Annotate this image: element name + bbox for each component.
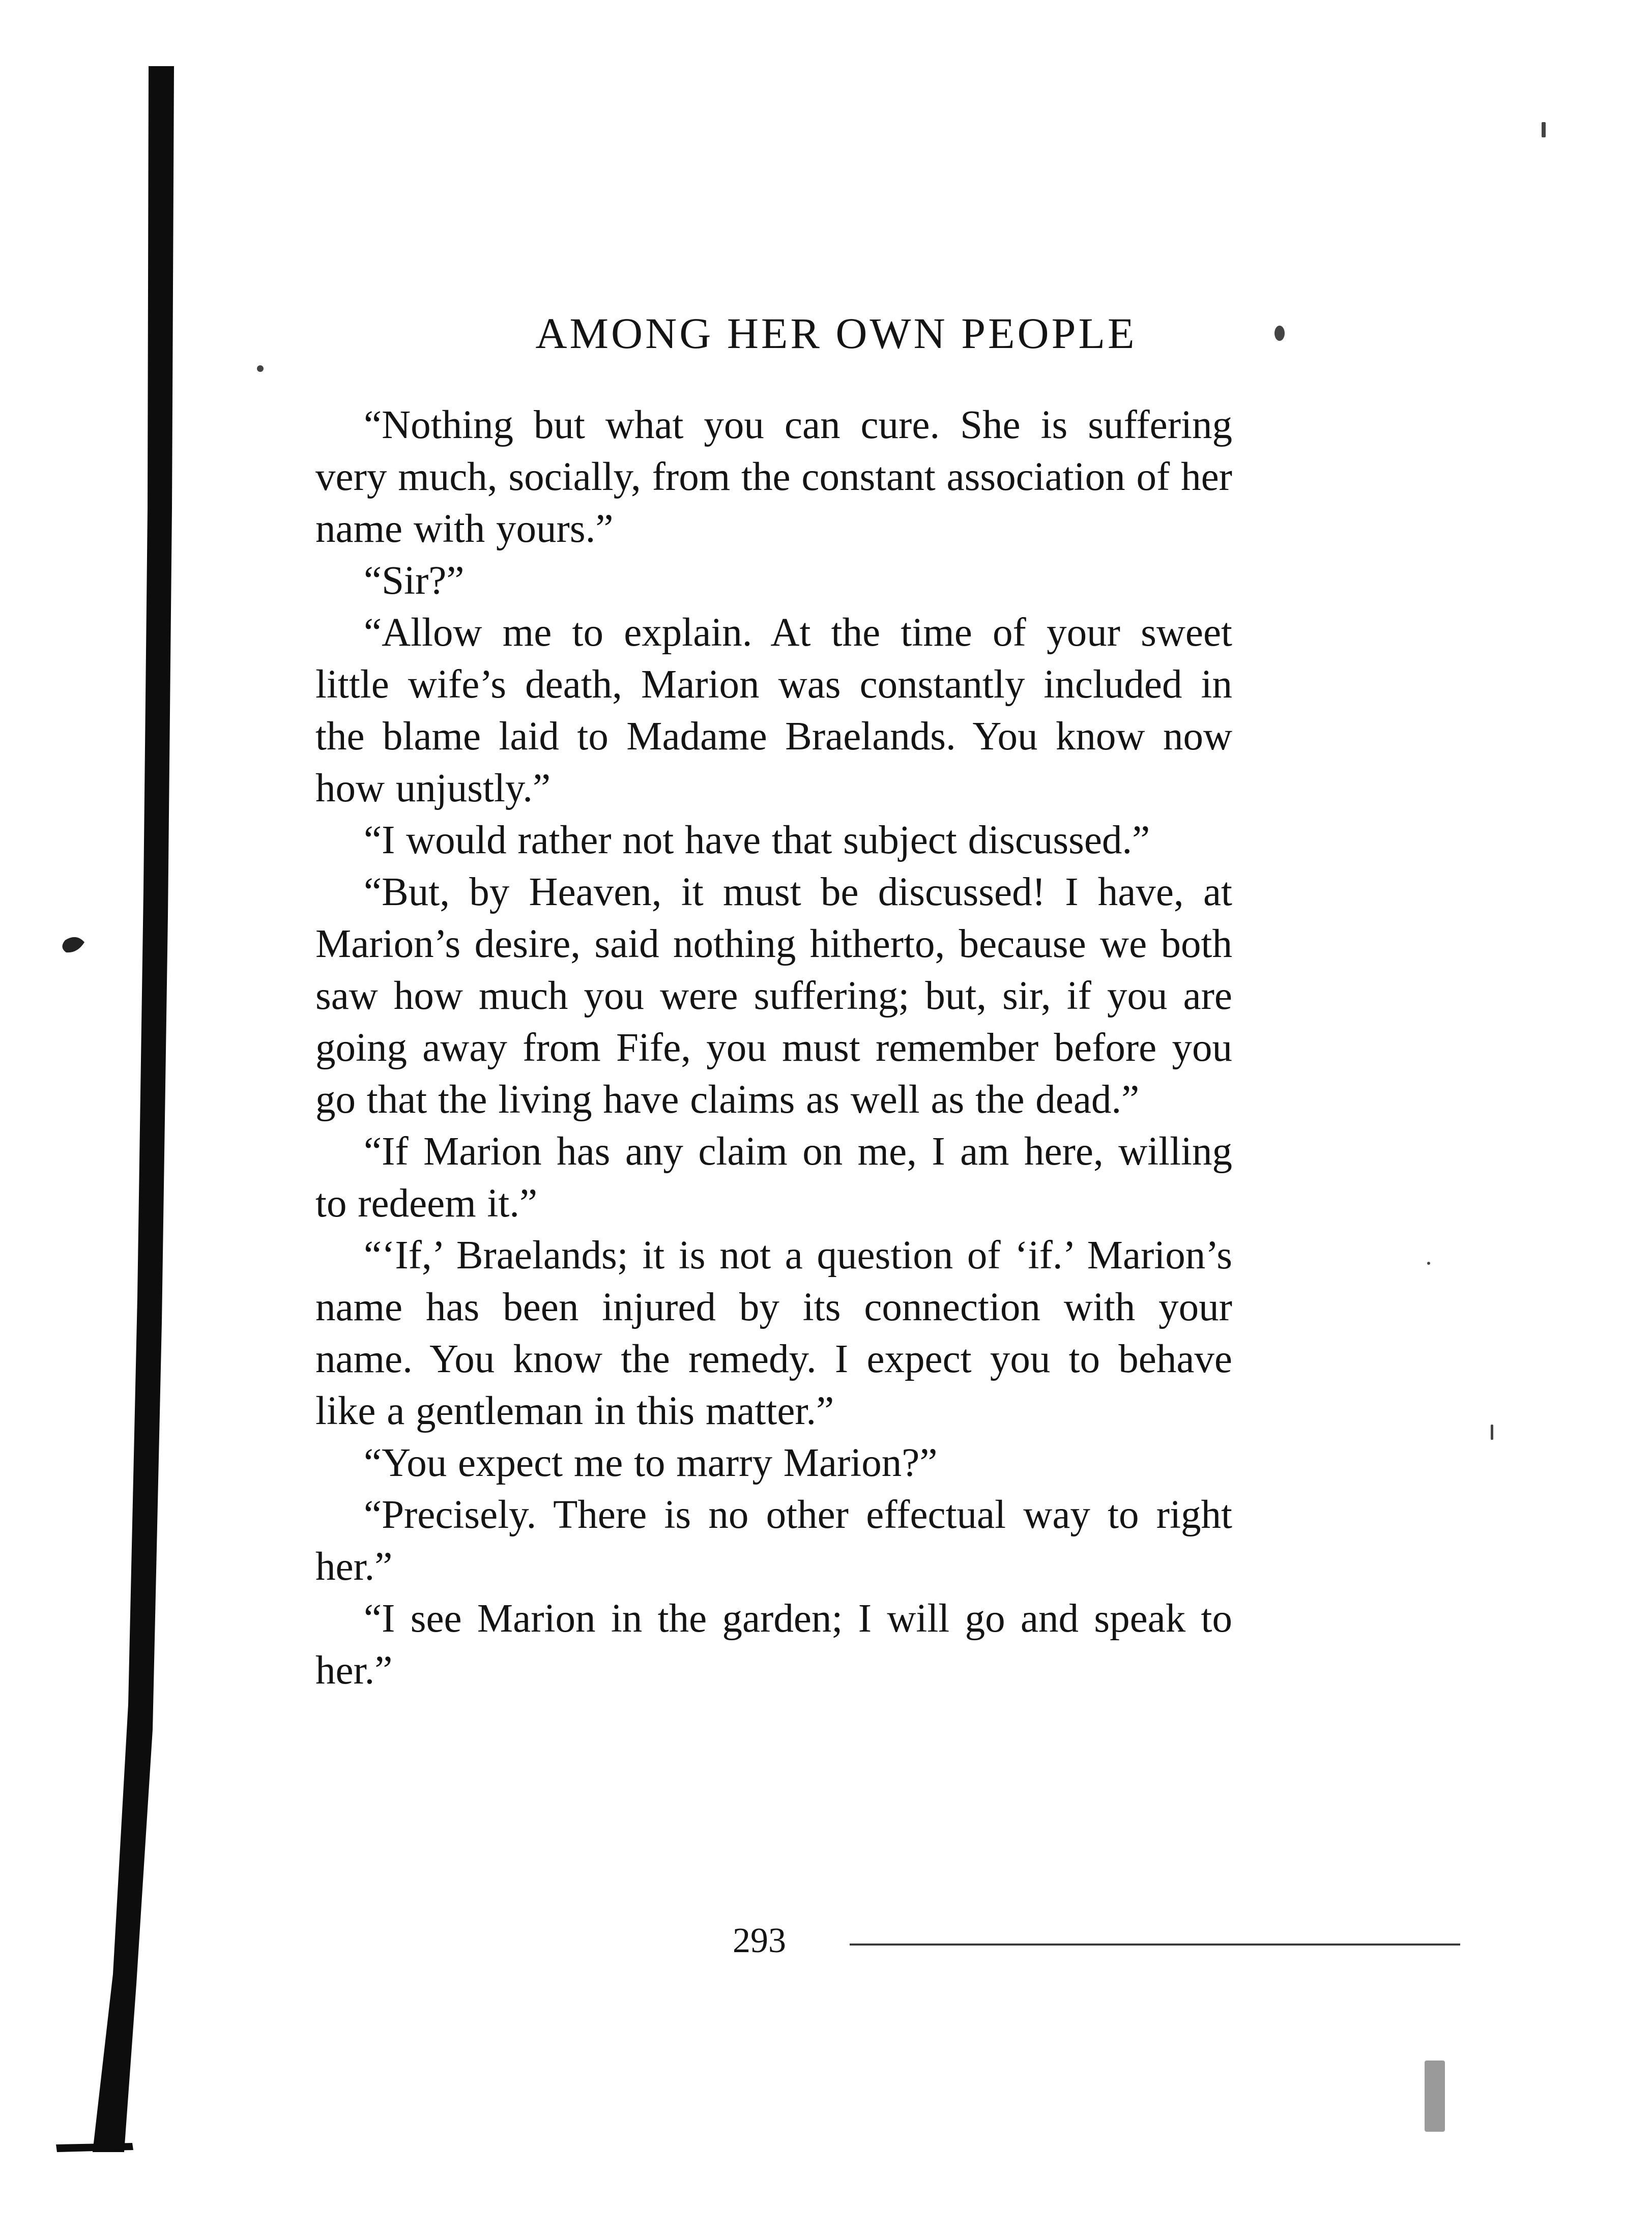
running-head: AMONG HER OWN PEOPLE (535, 309, 1137, 358)
paragraph: “‘If,’ Braelands; it is not a question of ‘if.’ Marion’s name has been injured by its connection with your name. You know the remedy. I expect you to behave like a gentleman in this matter.” (315, 1233, 1232, 1433)
scan-speck (1425, 2061, 1445, 2132)
paragraph: “Nothing but what you can cure. She is suffering very much, socially, from the constant association of her name with yours.” (315, 403, 1232, 551)
paragraph: “Precisely. There is no other effectual way to right her.” (315, 1493, 1232, 1589)
body-text (315, 399, 1232, 1697)
scan-speck (1491, 1425, 1493, 1440)
scan-speck (1427, 1262, 1430, 1265)
paragraph: “You expect me to marry Marion?” (364, 1441, 938, 1485)
page-footer (315, 1918, 1460, 1964)
paragraph: “I would rather not have that subject discussed.” (364, 818, 1150, 862)
scan-speck (257, 365, 264, 372)
footer-rule (850, 1943, 1460, 1946)
paragraph: “Allow me to explain. At the time of your sweet little wife’s death, Marion was constantly included in the blame laid to Madame Braelands. You know now how unjustly.” (315, 611, 1232, 810)
paragraph: “But, by Heaven, it must be discussed! I have, at Marion’s desire, said nothing hitherto, because we both saw how much you were suffering; but, sir, if you are going away from Fife, you must remember before you go that the living have claims as well as the dead.” (315, 870, 1232, 1122)
page-number: 293 (733, 1921, 786, 1960)
paragraph: “If Marion has any claim on me, I am here, willing to redeem it.” (315, 1129, 1232, 1226)
scan-speck (1542, 122, 1546, 137)
paragraph: “I see Marion in the garden; I will go and speak to her.” (315, 1597, 1232, 1693)
paragraph: “Sir?” (364, 559, 465, 603)
